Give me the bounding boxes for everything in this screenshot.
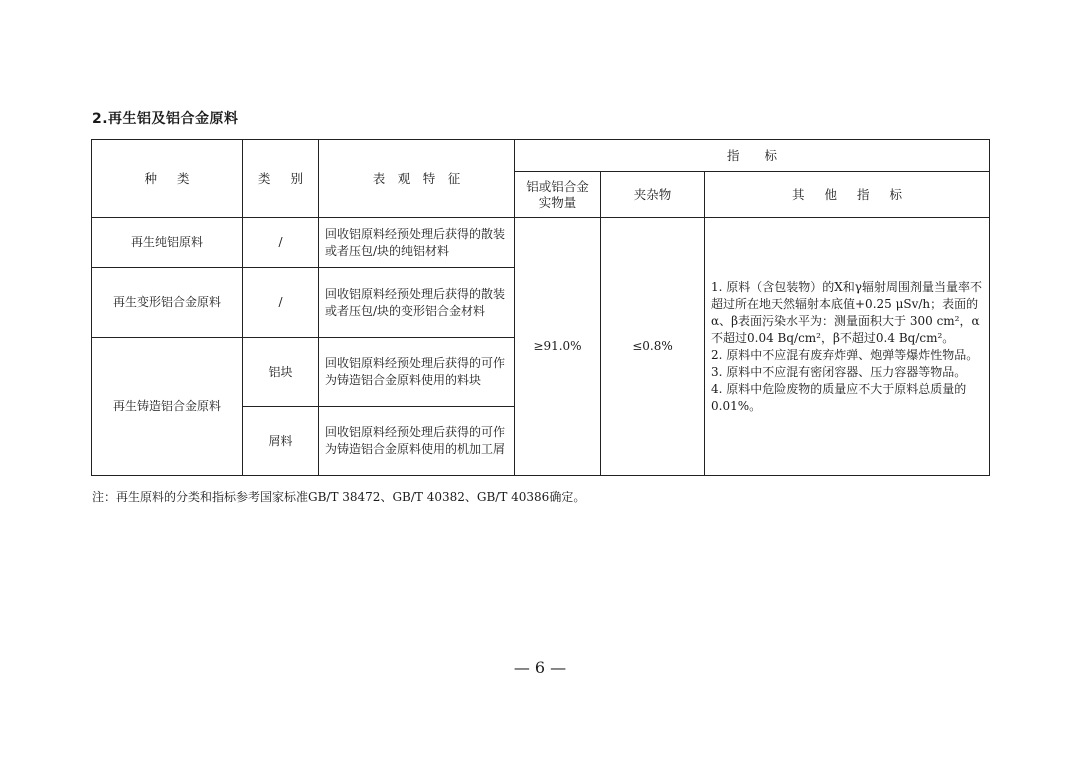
appearance-cell: 回收铝原料经预处理后获得的可作为铸造铝合金原料使用的机加工屑 [319, 407, 515, 476]
category-cell: / [243, 218, 319, 268]
table-row [92, 218, 990, 268]
header-appearance: 表 观 特 征 [319, 140, 515, 218]
header-indicators: 指 标 [515, 140, 990, 172]
section-title: 2.再生铝及铝合金原料 [92, 111, 239, 127]
other-item: 2. 原料中不应混有废弃炸弹、炮弹等爆炸性物品。 [711, 347, 979, 362]
category-cell: 屑料 [243, 407, 319, 476]
metal-content-value: ≥91.0% [515, 218, 601, 476]
footnote: 注：再生原料的分类和指标参考国家标准GB/T 38472、GB/T 40382、GB/T 40386确定。 [92, 490, 586, 504]
header-metal-content: 铝或铝合金实物量 [515, 172, 601, 218]
other-item: 4. 原料中危险废物的质量应不大于原料总质量的0.01%。 [711, 381, 967, 413]
header-impurities: 夹杂物 [601, 172, 705, 218]
header-other: 其 他 指 标 [705, 172, 990, 218]
header-kind: 种 类 [92, 140, 243, 218]
kind-cell: 再生纯铝原料 [92, 218, 243, 268]
impurities-value: ≤0.8% [601, 218, 705, 476]
appearance-cell: 回收铝原料经预处理后获得的散装或者压包/块的变形铝合金材料 [319, 268, 515, 338]
kind-cell: 再生变形铝合金原料 [92, 268, 243, 338]
other-item: 1. 原料（含包装物）的X和γ辐射周围剂量当量率不超过所在地天然辐射本底值+0.25 μSv/h；表面的α、β表面污染水平为：测量面积大于 300 cm²，α不超过0.04 Bq/cm²，β不超过0.4 Bq/cm²。 [711, 279, 982, 345]
appearance-cell: 回收铝原料经预处理后获得的可作为铸造铝合金原料使用的料块 [319, 338, 515, 407]
appearance-cell: 回收铝原料经预处理后获得的散装或者压包/块的纯铝材料 [319, 218, 515, 268]
category-cell: 铝块 [243, 338, 319, 407]
raw-material-spec-table [91, 139, 990, 476]
other-item: 3. 原料中不应混有密闭容器、压力容器等物品。 [711, 364, 967, 379]
kind-cell: 再生铸造铝合金原料 [92, 338, 243, 476]
page-number: — 6 — [513, 658, 567, 677]
header-category: 类 别 [243, 140, 319, 218]
category-cell: / [243, 268, 319, 338]
other-indicators [705, 218, 990, 476]
